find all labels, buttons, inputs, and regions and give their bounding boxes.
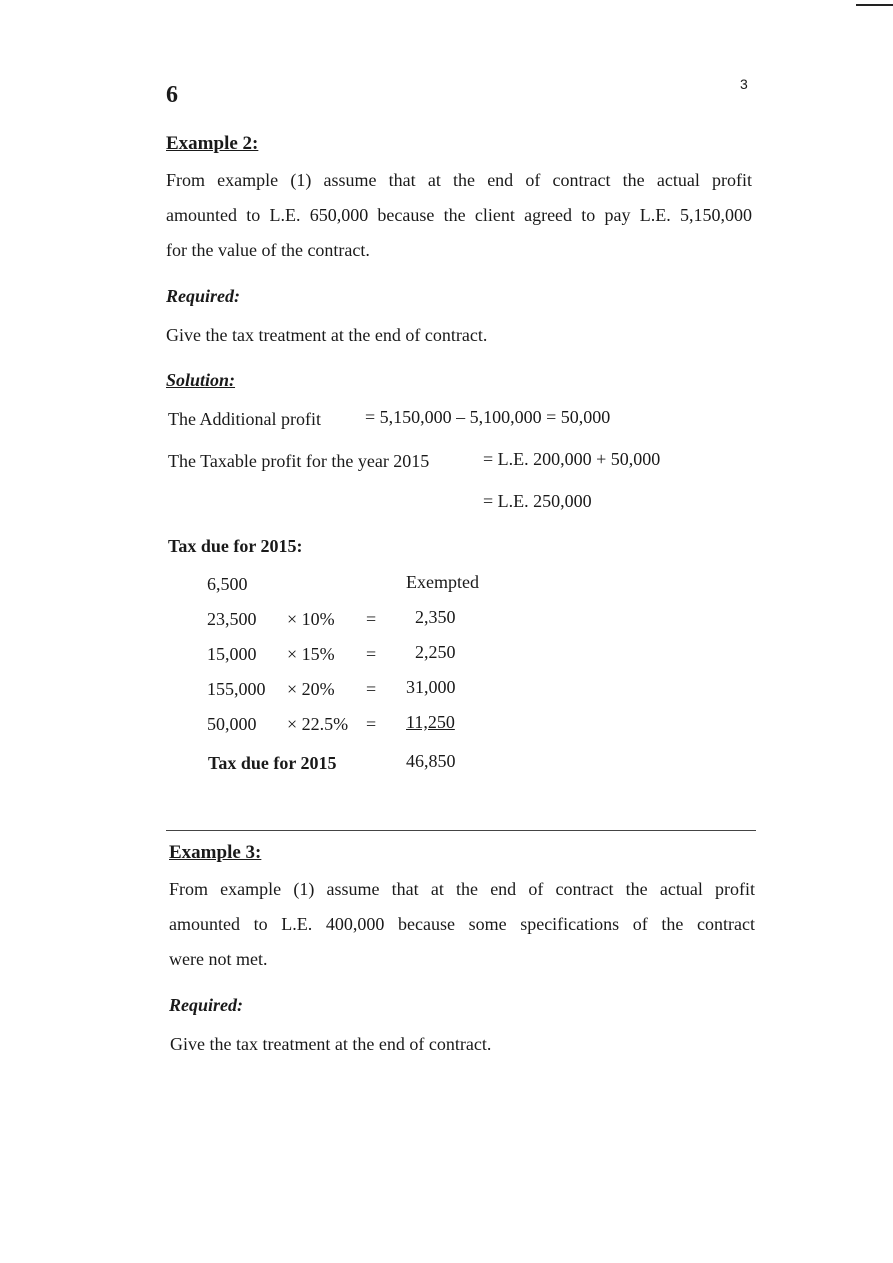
tax-row-4-rate: × 20% [287,679,335,699]
tax-row-3-rate: × 15% [287,644,335,664]
tax-row-1-tax: Exempted [406,572,479,592]
tax-row-5-eq: = [366,714,377,734]
additional-profit-calc: = 5,150,000 – 5,100,000 = 50,000 [365,407,611,427]
tax-total-label: Tax due for 2015 [208,753,337,773]
page-number: 3 [740,76,748,92]
example-3-required-text: Give the tax treatment at the end of contract. [170,1034,492,1054]
example-3-line-1: From example (1) assume that at the end of contract the actual profit [169,879,755,899]
tax-total-value: 46,850 [406,751,456,771]
example-2-line-1: From example (1) assume that at the end of contract the actual profit [166,170,752,190]
tax-row-2-amount: 23,500 [207,609,257,629]
example-3-paragraph [169,872,755,977]
tax-row-5-amount: 50,000 [207,714,257,734]
tax-row-3-amount: 15,000 [207,644,257,664]
tax-row-4-eq: = [366,679,377,699]
example-2-line-2: amounted to L.E. 650,000 because the client agreed to pay L.E. 5,150,000 [166,205,752,225]
tax-row-1-amount: 6,500 [207,574,248,594]
tax-row-3-tax: 2,250 [415,642,456,662]
tax-row-2-tax: 2,350 [415,607,456,627]
section-divider [166,830,756,831]
example-3-line-2: amounted to L.E. 400,000 because some specifications of the contract [169,914,755,934]
example-3-line-3: were not met. [169,949,268,969]
taxable-profit-label: The Taxable profit for the year 2015 [168,451,430,471]
tax-row-2-eq: = [366,609,377,629]
scan-edge-mark [856,4,893,6]
taxable-profit-result: = L.E. 250,000 [483,491,592,511]
example-2-required-text: Give the tax treatment at the end of contract. [166,325,488,345]
example-2-line-3: for the value of the contract. [166,240,370,260]
example-3-required-label: Required: [169,995,243,1015]
tax-table-heading: Tax due for 2015: [168,536,303,556]
example-2-paragraph [166,163,752,268]
tax-row-3-eq: = [366,644,377,664]
tax-row-5-tax: 11,250 [406,712,455,732]
solution-label: Solution: [166,370,236,390]
tax-row-4-amount: 155,000 [207,679,266,699]
tax-row-4-tax: 31,000 [406,677,456,697]
taxable-profit-calc: = L.E. 200,000 + 50,000 [483,449,661,469]
tax-row-2-rate: × 10% [287,609,335,629]
additional-profit-label: The Additional profit [168,409,321,429]
example-3-heading: Example 3: [169,842,262,863]
example-2-required-label: Required: [166,286,240,306]
chapter-number: 6 [166,82,178,108]
tax-row-5-rate: × 22.5% [287,714,349,734]
example-2-heading: Example 2: [166,133,259,154]
